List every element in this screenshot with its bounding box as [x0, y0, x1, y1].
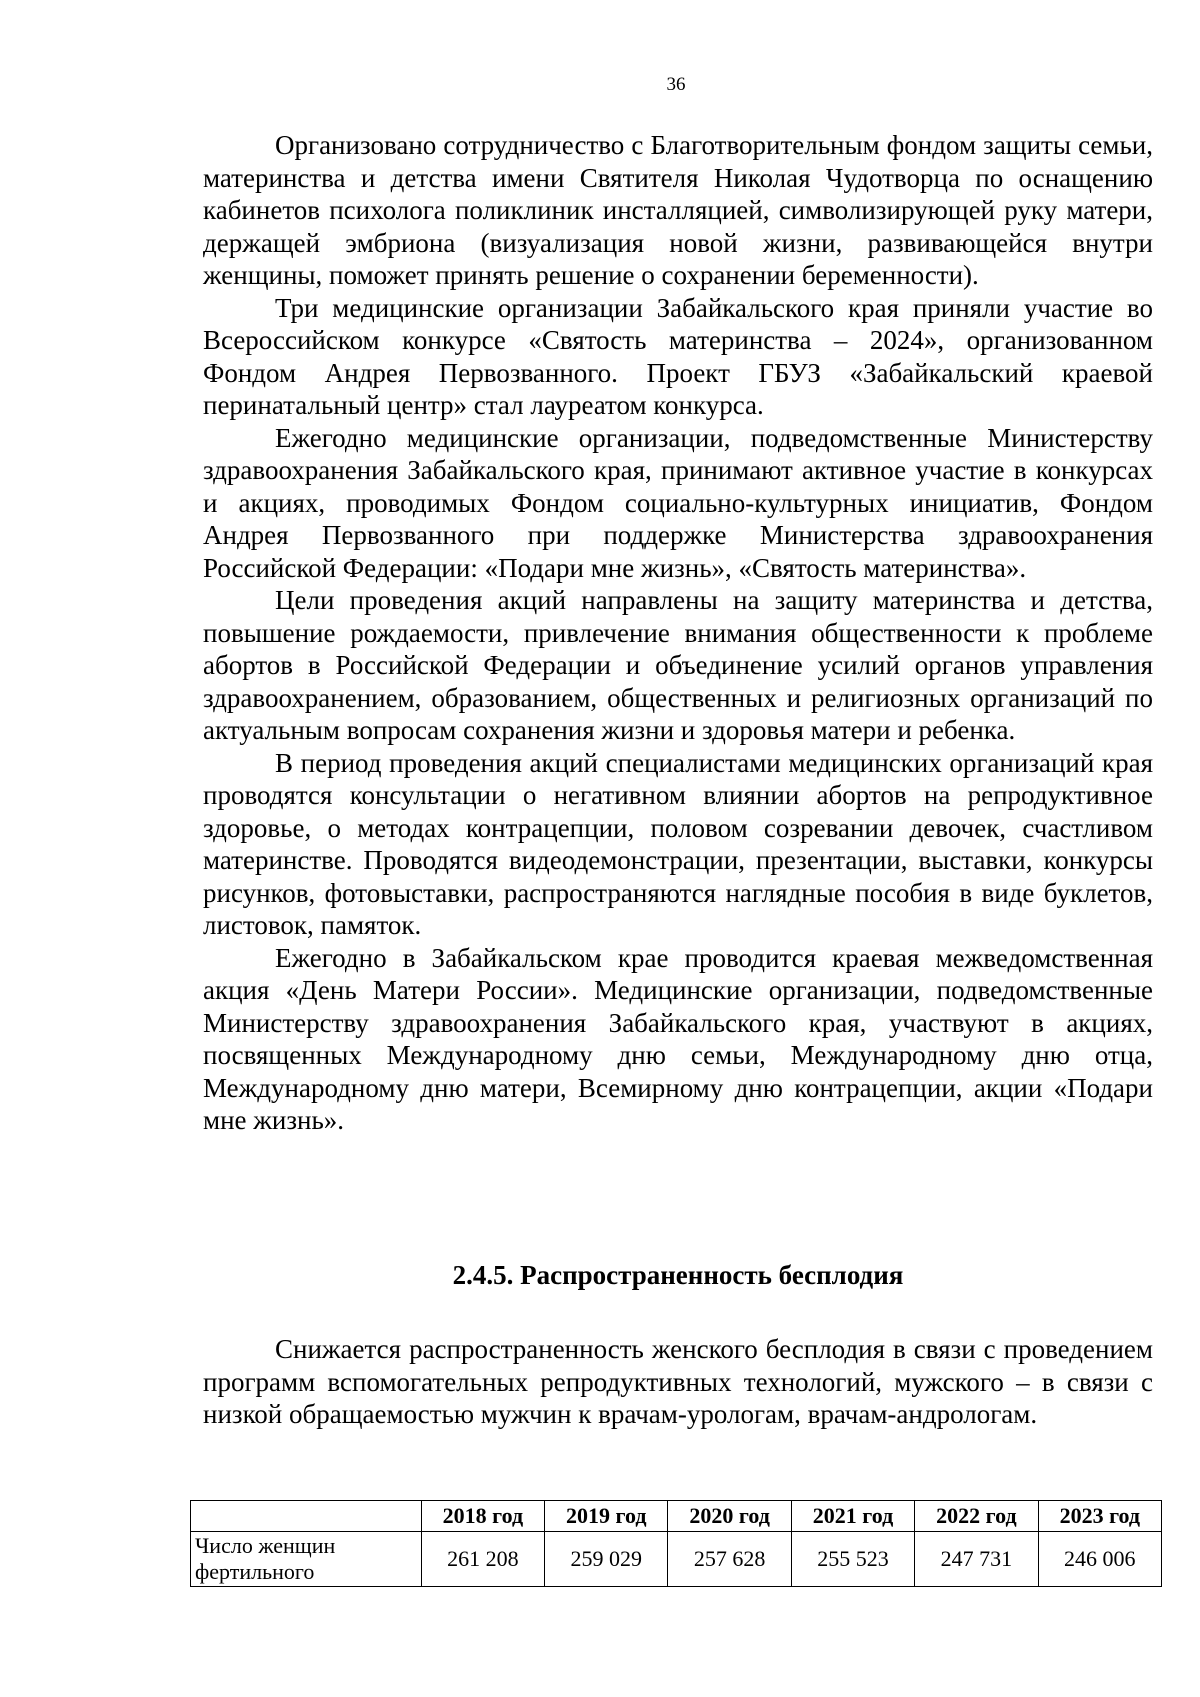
body-text	[203, 129, 1153, 1137]
table-header-cell: 2020 год	[668, 1501, 791, 1532]
table-row	[191, 1532, 1162, 1587]
table-header-cell: 2021 год	[791, 1501, 914, 1532]
paragraph: В период проведения акций специалистами медицинских организаций края проводятся консультации о негативном влиянии абортов на репродуктивное здоровье, о методах контрацепции, половом созревании девочек, счастливом материнстве. Проводятся видеодемонстрации, презентации, выставки, конкурсы рисунков, фотовыставки, распространяются наглядные пособия в виде буклетов, листовок, памяток.	[203, 747, 1153, 940]
page-number: 36	[666, 74, 686, 95]
table-cell: 255 523	[791, 1532, 914, 1587]
table-header-cell: 2019 год	[545, 1501, 668, 1532]
paragraph: Снижается распространенность женского бесплодия в связи с проведением программ вспомогательных репродуктивных технологий, мужского – в связи с низкой обращаемостью мужчин к врачам-урологам, врачам-андрологам.	[203, 1334, 1153, 1429]
table-cell: 259 029	[545, 1532, 668, 1587]
infertility-table	[190, 1500, 1162, 1587]
table-header-cell: 2018 год	[421, 1501, 544, 1532]
table-cell: 257 628	[668, 1532, 791, 1587]
paragraph: Ежегодно медицинские организации, подведомственные Министерству здравоохранения Забайкальского края, принимают активное участие в конкурсах и акциях, проводимых Фондом социально-культурных инициатив, Фондом Андрея Первозванного при поддержке Министерства здравоохранения Российской Федерации: «Подари мне жизнь», «Святость материнства».	[203, 422, 1153, 583]
paragraph: Ежегодно в Забайкальском крае проводится краевая межведомственная акция «День Матери России». Медицинские организации, подведомственные Министерству здравоохранения Забайкальского края, участвуют в акциях, посвященных Международному дню семьи, Международному дню отца, Международному дню матери, Всемирному дню контрацепции, акции «Подари мне жизнь».	[203, 942, 1153, 1135]
table-header-cell: 2023 год	[1038, 1501, 1161, 1532]
section-body	[203, 1333, 1153, 1431]
table-cell: 246 006	[1038, 1532, 1161, 1587]
paragraph: Цели проведения акций направлены на защиту материнства и детства, повышение рождаемости, привлечение внимания общественности к проблеме абортов в Российской Федерации и объединение усилий органов управления здравоохранением, образованием, общественных и религиозных организаций по актуальным вопросам сохранения жизни и здоровья матери и ребенка.	[203, 585, 1153, 745]
section-heading: 2.4.5. Распространенность бесплодия	[452, 1260, 904, 1290]
paragraph: Три медицинские организации Забайкальского края приняли участие во Всероссийском конкурсе «Святость материнства – 2024», организованном Фондом Андрея Первозванного. Проект ГБУЗ «Забайкальский краевой перинатальный центр» стал лауреатом конкурса.	[203, 292, 1153, 420]
table-row-label: Число женщин фертильного	[191, 1532, 422, 1587]
table-header-cell	[191, 1501, 422, 1532]
table-cell: 247 731	[915, 1532, 1038, 1587]
paragraph: Организовано сотрудничество с Благотворительным фондом защиты семьи, материнства и детства имени Святителя Николая Чудотворца по оснащению кабинетов психолога поликлиник инсталляцией, символизирующей руку матери, держащей эмбриона (визуализация новой жизни, развивающейся внутри женщины, поможет принять решение о сохранении беременности).	[203, 130, 1153, 290]
table-header-cell: 2022 год	[915, 1501, 1038, 1532]
table-header-row	[191, 1501, 1162, 1532]
table-cell: 261 208	[421, 1532, 544, 1587]
